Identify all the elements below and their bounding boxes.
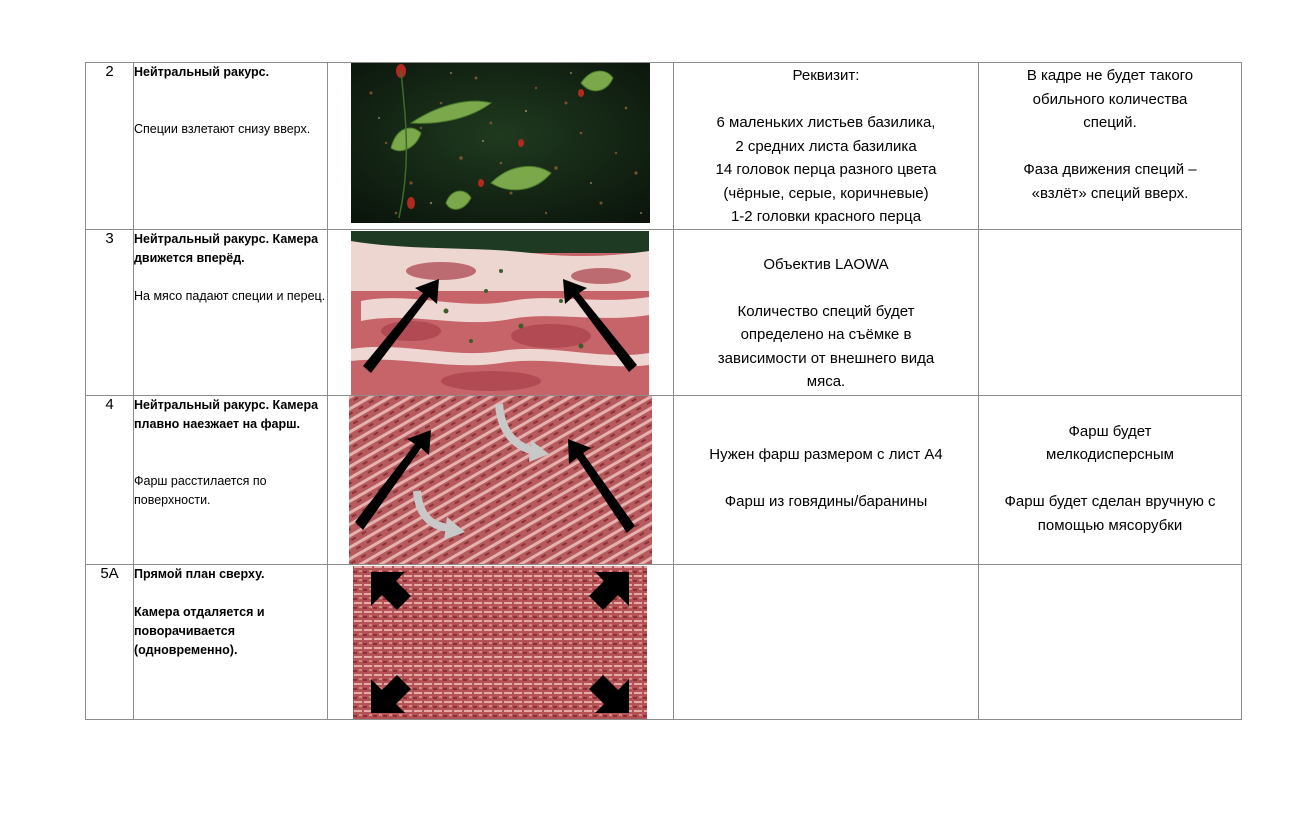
scene-description xyxy=(134,63,328,230)
remarks-line: специй. xyxy=(1083,114,1137,131)
props-line: Реквизит: xyxy=(792,67,860,84)
scene-note: На мясо падают специи и перец. xyxy=(134,288,326,303)
scene-number: 5А xyxy=(86,564,134,719)
scene-number: 4 xyxy=(86,395,134,564)
table-row xyxy=(86,63,1242,230)
remarks-line: Фаза движения специй – xyxy=(1023,161,1197,178)
remarks-line: «взлёт» специй вверх. xyxy=(1031,184,1189,202)
table-row xyxy=(86,395,1242,564)
props-line: (чёрные, серые, коричневые) xyxy=(723,184,929,202)
scene-image-cell xyxy=(328,229,674,395)
scene-image-cell xyxy=(328,63,674,230)
remarks-cell xyxy=(979,564,1242,719)
scene-description xyxy=(134,229,328,395)
props-line: зависимости от внешнего вида xyxy=(717,349,935,367)
props-line: Объектив LAOWA xyxy=(763,255,889,273)
scene-description xyxy=(134,395,328,564)
props-cell xyxy=(674,229,979,395)
props-line: 14 головок перца разного цвета xyxy=(715,161,937,178)
props-line: Нужен фарш размером с лист А4 xyxy=(709,445,943,463)
minced-meat-arrows-icon xyxy=(349,396,652,564)
scene-title: Нейтральный ракурс. Камера движется вперёд. xyxy=(134,231,319,265)
props-line: мяса. xyxy=(806,373,846,390)
remarks-line: обильного количества xyxy=(1032,90,1188,108)
table-row xyxy=(86,229,1242,395)
remarks-line: В кадре не будет такого xyxy=(1026,67,1194,84)
scene-title: Нейтральный ракурс. Камера плавно наезжает на фарш. xyxy=(134,397,319,431)
basil-spices-flying-icon xyxy=(351,63,650,223)
props-cell xyxy=(674,63,979,230)
remarks-cell xyxy=(979,229,1242,395)
remarks-line: Фарш будет сделан вручную с xyxy=(1004,493,1216,510)
remarks-line: мелкодисперсным xyxy=(1046,446,1174,463)
props-line: Количество специй будет xyxy=(737,302,915,320)
props-line: 1-2 головки красного перца xyxy=(730,208,922,225)
scene-subtitle: Камера отдаляется и поворачивается (одновременно). xyxy=(134,604,265,657)
props-line: 6 маленьких листьев базилика, xyxy=(716,114,936,131)
props-spacer xyxy=(674,276,978,300)
props-cell xyxy=(674,395,979,564)
scene-title: Прямой план сверху. xyxy=(134,566,265,581)
scene-number: 3 xyxy=(86,229,134,395)
scene-image-cell xyxy=(328,564,674,719)
scene-image-cell xyxy=(328,395,674,564)
props-cell xyxy=(674,564,979,719)
meat-slab-arrows-icon xyxy=(351,231,649,395)
table-row xyxy=(86,564,1242,719)
props-line: Фарш из говядины/баранины xyxy=(724,492,928,510)
storyboard-table xyxy=(85,62,1242,720)
remarks-line: помощью мясорубки xyxy=(1037,516,1183,534)
minced-meat-corner-arrows-icon xyxy=(353,566,647,719)
remarks-cell xyxy=(979,63,1242,230)
props-line: определено на съёмке в xyxy=(740,326,912,343)
remarks-spacer xyxy=(979,467,1241,491)
scene-note: Фарш расстилается по поверхности. xyxy=(134,473,267,507)
props-spacer xyxy=(674,88,978,112)
remarks-line: Фарш будет xyxy=(1068,422,1152,440)
scene-note: Специи взлетают снизу вверх. xyxy=(134,122,311,136)
scene-description xyxy=(134,564,328,719)
props-line: 2 средних листа базилика xyxy=(735,137,917,155)
scene-number: 2 xyxy=(86,63,134,230)
remarks-spacer xyxy=(979,135,1241,159)
props-spacer xyxy=(674,466,978,490)
scene-title: Нейтральный ракурс. xyxy=(134,65,270,79)
remarks-cell xyxy=(979,395,1242,564)
